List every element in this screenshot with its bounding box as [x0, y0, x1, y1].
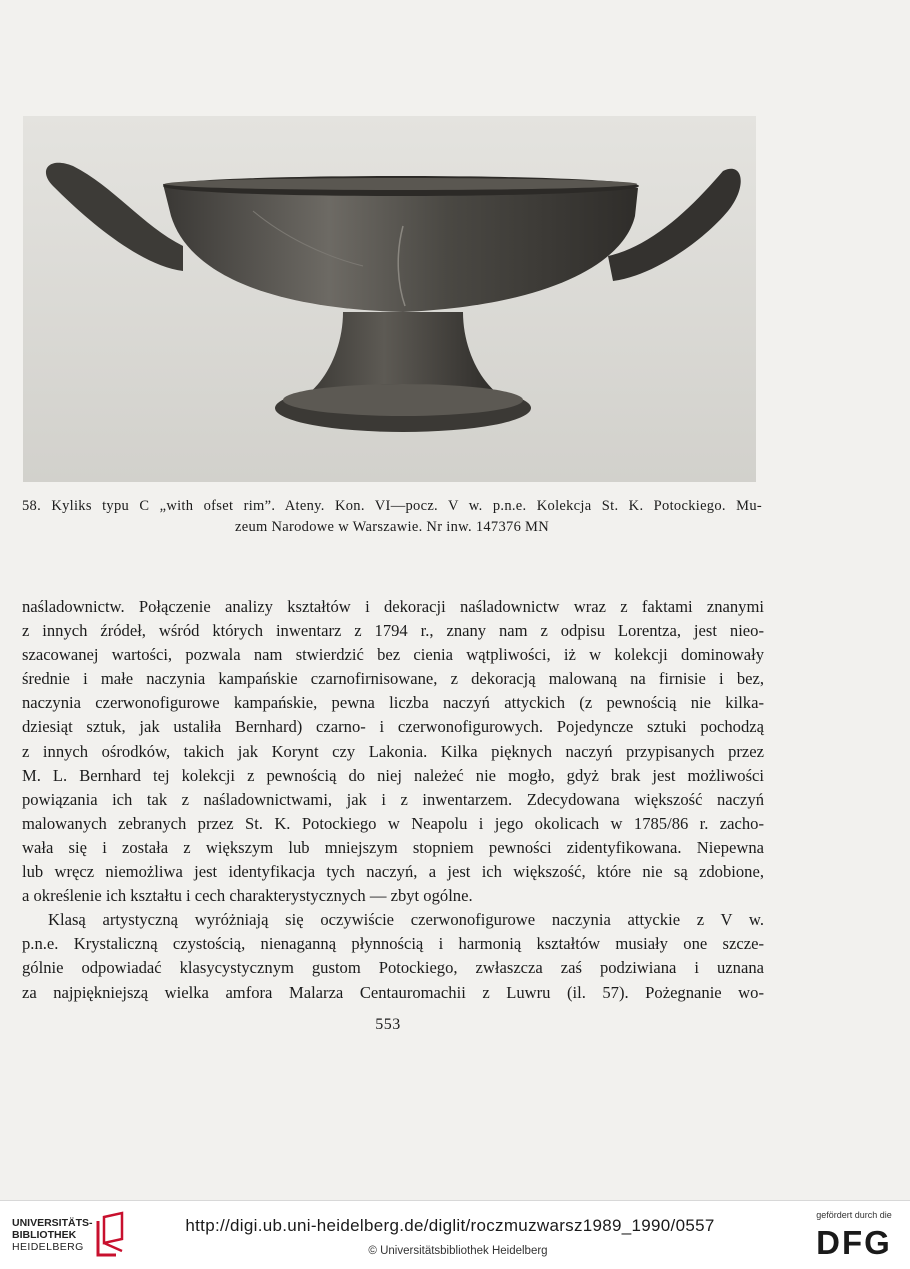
- digitization-url-link[interactable]: http://digi.ub.uni-heidelberg.de/diglit/roczmuzwarsz1989_1990/0557: [185, 1216, 715, 1235]
- text-line: średnie i małe naczynia kampańskie czarnofirnisowane, z dekoracją malowaną na firnisie i bez,: [22, 669, 764, 689]
- text-line: gólnie odpowiadać klasycystycznym gustom Potockiego, zwłaszcza zaś podziwiana i uznana: [22, 958, 764, 978]
- text-line: lub wręcz niemożliwa jest identyfikacja tych naczyń, a jest ich większość, które nie są zdobione,: [22, 862, 764, 882]
- text-line: p.n.e. Krystaliczną czystością, nienaganną płynnością i harmonią kształtów musiały one szcze-: [22, 934, 764, 954]
- text-line: za najpiękniejszą wielka amfora Malarza Centauromachii z Luwru (il. 57). Pożegnanie wo-: [22, 982, 764, 1002]
- text-line: dziesiąt sztuk, jak ustaliła Bernhard) czarno- i czerwonofigurowych. Pojedyncze sztuki pochodzą: [22, 717, 764, 737]
- dfg-logo[interactable]: DFG: [816, 1224, 892, 1261]
- kylix-photograph: [23, 116, 756, 482]
- library-name-line-1: UNIVERSITÄTS-: [12, 1217, 93, 1229]
- body-text: [22, 595, 764, 1005]
- text-line: z innych ośrodków, takich jak Korynt czy Lakonia. Kilka pięknych naczyń przypisanych przez: [22, 741, 764, 761]
- text-line: malowanych zebranych przez St. K. Potockiego w Neapolu i jego okolicach w 1785/86 r. zacho-: [22, 813, 764, 833]
- text-line: z innych źródeł, wśród których inwentarz z 1794 r., znany nam z odpisu Lorentza, jest nieo-: [22, 621, 764, 641]
- text-line: a określenie ich kształtu i cech charakterystycznych — zbyt ogólne.: [22, 886, 473, 906]
- text-line: powiązania ich tak z naśladownictwami, jak i z inwentarzem. Zdecydowana większość naczyń: [22, 789, 764, 809]
- footer-bar: [0, 1200, 910, 1269]
- text-line: szacowanej wartości, pozwala nam stwierdzić bez cienia wątpliwości, iż w kolekcji dominowały: [22, 645, 764, 665]
- library-name-line-2: BIBLIOTHEK: [12, 1229, 77, 1241]
- funding-label: gefördert durch die: [816, 1210, 892, 1220]
- figure-caption: [22, 496, 762, 538]
- kylix-image: [23, 116, 756, 482]
- text-line: naczynia czerwonofigurowe kampańskie, pewna liczba naczyń attyckich (z pewnością nie kilka-: [22, 693, 764, 713]
- text-line: wała się i została z większym lub mniejszym stopniem pewności zidentyfikowana. Niepewna: [22, 837, 764, 857]
- text-line: Klasą artystyczną wyróżniają się oczywiście czerwonofigurowe naczynia attyckie z V w.: [48, 910, 764, 930]
- text-line: M. L. Bernhard tej kolekcji z pewnością do niej należeć nie mogło, gdyż brak jest możliwości: [22, 765, 764, 785]
- caption-line-1: 58. Kyliks typu C „with ofset rim”. Ateny. Kon. VI—pocz. V w. p.n.e. Kolekcja St. K. Potockiego. Mu-: [22, 498, 762, 514]
- text-line: naśladownictw. Połączenie analizy kształtów i dekoracji naśladownictw wraz z faktami znanymi: [22, 597, 764, 616]
- library-name-line-3: HEIDELBERG: [12, 1241, 84, 1253]
- caption-line-2: zeum Narodowe w Warszawie. Nr inw. 147376 MN: [234, 519, 550, 535]
- page-number: 553: [375, 1016, 401, 1033]
- copyright-notice: © Universitätsbibliothek Heidelberg: [368, 1245, 548, 1257]
